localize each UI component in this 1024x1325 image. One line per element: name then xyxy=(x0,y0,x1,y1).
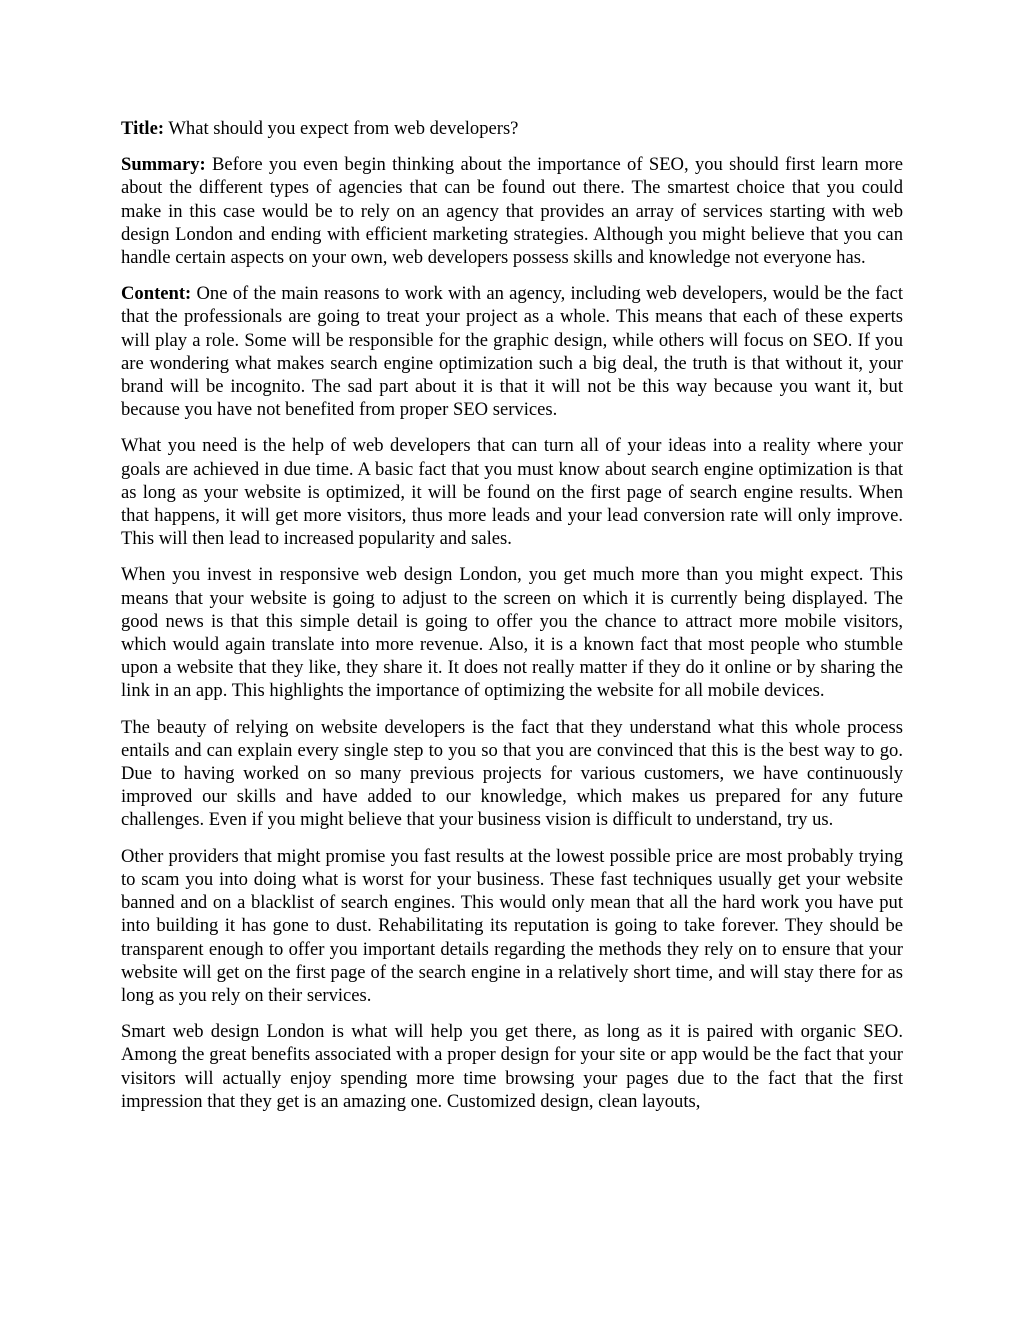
summary-text: Before you even begin thinking about the importance of SEO, you should first learn more about the different types of agencies that can be found out there. The smartest choice that you could make in this case would be to rely on an agency that provides an array of services starting with web design London and ending with efficient marketing strategies. Although you might believe that you can handle certain aspects on your own, web developers possess skills and knowledge not everyone has. xyxy=(121,154,903,269)
body-paragraph: Smart web design London is what will help you get there, as long as it is paired with organic SEO. Among the great benefits associated with a proper design for your site or app would be the fact that your visitors will actually enjoy spending more time browsing your pages due to the fact that the first impression that they get is an amazing one. Customized design, clean layouts, xyxy=(121,1021,903,1112)
summary-paragraph xyxy=(121,153,903,269)
title-line xyxy=(121,117,903,140)
body-paragraph: When you invest in responsive web design London, you get much more than you might expect. This means that your website is going to adjust to the screen on which it is currently being displayed. The good news is that this simple detail is going to offer you the chance to attract more mobile visitors, which would again translate into more revenue. Also, it is a known fact that most people who stumble upon a website that they like, they share it. It does not really matter if they do it online or by sharing the link in an app. This highlights the importance of optimizing the website for all mobile devices. xyxy=(121,564,903,702)
document-page xyxy=(121,117,903,1126)
content-label: Content: xyxy=(121,283,192,305)
body-paragraph: The beauty of relying on website developers is the fact that they understand what this whole process entails and can explain every single step to you so that you are convinced that this is the best way to go. Due to having worked on so many previous projects for various customers, we have continuously improved our skills and have added to our knowledge, which makes us prepared for any future challenges. Even if you might believe that your business vision is difficult to understand, try us. xyxy=(121,716,903,831)
body-paragraph: What you need is the help of web developers that can turn all of your ideas into a reality where your goals are achieved in due time. A basic fact that you must know about search engine optimization is that as long as your website is optimized, it will be found on the first page of search engine results. When that happens, it will get more visitors, thus more leads and your lead conversion rate will only improve. This will then lead to increased popularity and sales. xyxy=(121,435,903,550)
content-paragraph xyxy=(121,282,903,421)
content-text: One of the main reasons to work with an agency, including web developers, would be the fact that the professionals are going to treat your project as a whole. This means that each of these experts will play a role. Some will be responsible for the graphic design, while others will focus on SEO. If you are wondering what makes search engine optimization such a big deal, the truth is that without it, your brand will be incognito. The sad part about it is that it will not be this way because you want it, but because you have not benefited from proper SEO services. xyxy=(121,283,903,421)
summary-label: Summary: xyxy=(121,154,206,176)
body-paragraph: Other providers that might promise you fast results at the lowest possible price are most probably trying to scam you into doing what is worst for your business. These fast techniques usually get your website banned and on a blacklist of search engines. This would only mean that all the hard work you have put into building it has gone to dust. Rehabilitating its reputation is going to take forever. They should be transparent enough to offer you important details regarding the methods they rely on to ensure that your website will get on the first page of the search engine in a relatively short time, and will stay there for as long as you rely on their services. xyxy=(121,845,903,1006)
title-text: What should you expect from web developers? xyxy=(164,118,519,139)
title-label: Title: xyxy=(121,118,165,139)
